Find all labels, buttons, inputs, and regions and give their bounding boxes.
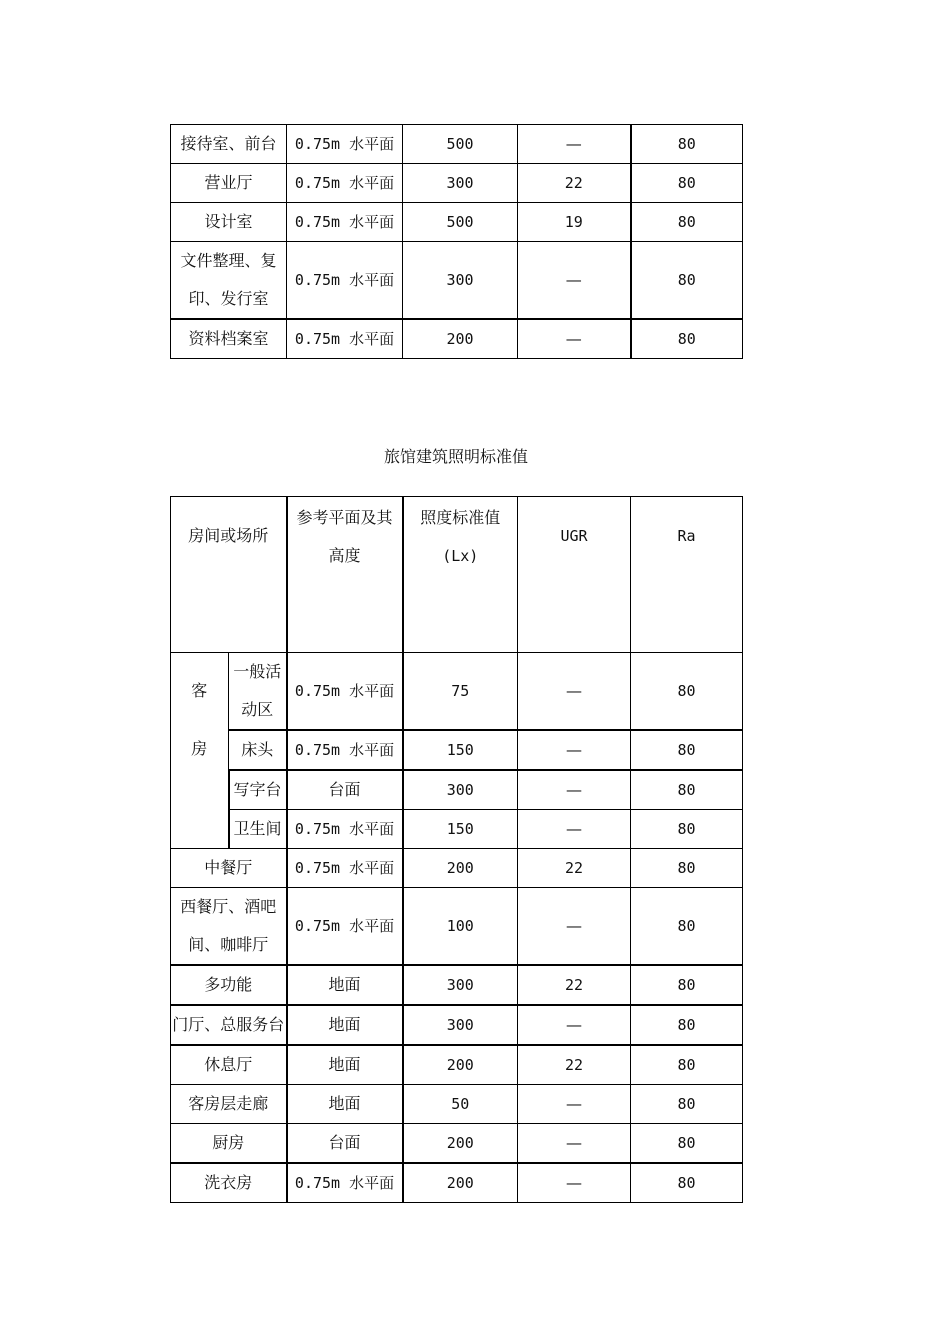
guestroom-label-1: 客 [191, 681, 208, 700]
table-row [171, 888, 743, 966]
room-cell: 厨房 [171, 1124, 287, 1164]
table-caption: 旅馆建筑照明标准值 [383, 447, 528, 466]
lux-cell: 200 [403, 1163, 518, 1203]
plane-cell: 地面 [287, 1085, 403, 1124]
plane-cell: 0.75m 水平面 [287, 242, 403, 320]
ra-cell: 80 [631, 203, 743, 242]
header-lux-line-1: 照度标准值 [420, 508, 501, 527]
ugr-cell: 22 [518, 849, 631, 888]
sub-room-cell [229, 653, 287, 731]
ra-cell: 80 [631, 1045, 743, 1085]
ra-cell: 80 [631, 242, 743, 320]
ra-cell: 80 [631, 319, 743, 359]
plane-cell: 0.75m 水平面 [287, 653, 403, 731]
ugr-cell: — [518, 319, 631, 359]
room-cell: 客房层走廊 [171, 1085, 287, 1124]
lux-cell: 200 [403, 849, 518, 888]
ra-cell: 80 [631, 125, 743, 164]
table-header-row [171, 497, 743, 653]
lux-cell: 50 [403, 1085, 518, 1124]
ugr-cell: 19 [518, 203, 631, 242]
table-row [171, 653, 743, 731]
ra-cell: 80 [631, 164, 743, 203]
header-plane-line-2: 高度 [328, 546, 361, 565]
guestroom-label [171, 653, 229, 849]
sub-room-line-2: 动区 [241, 700, 274, 719]
ugr-cell: 22 [518, 1045, 631, 1085]
room-line-1: 西餐厅、酒吧 [180, 897, 277, 916]
lux-cell: 300 [403, 1005, 518, 1045]
room-cell: 休息厅 [171, 1045, 287, 1085]
lux-cell: 300 [403, 770, 518, 810]
room-cell: 中餐厅 [171, 849, 287, 888]
room-line-1: 文件整理、复 [180, 251, 277, 270]
table-row [171, 770, 743, 810]
room-cell: 多功能 [171, 965, 287, 1005]
table-row [171, 1005, 743, 1045]
hotel-lighting-table [170, 496, 743, 1203]
ugr-cell: — [518, 653, 631, 731]
ra-cell: 80 [631, 730, 743, 770]
sub-room-line-1: 一般活 [233, 662, 282, 681]
plane-cell: 0.75m 水平面 [287, 849, 403, 888]
plane-cell: 0.75m 水平面 [287, 203, 403, 242]
room-cell: 洗衣房 [171, 1163, 287, 1203]
ra-cell: 80 [631, 1124, 743, 1164]
table-row [171, 1163, 743, 1203]
ugr-cell: — [518, 730, 631, 770]
ra-cell: 80 [631, 810, 743, 849]
table-row [171, 965, 743, 1005]
lux-cell: 150 [403, 810, 518, 849]
header-lux [403, 497, 518, 653]
ra-cell: 80 [631, 965, 743, 1005]
table-row [171, 319, 743, 359]
sub-room-cell: 床头 [229, 730, 287, 770]
ugr-cell: — [518, 1005, 631, 1045]
plane-cell: 台面 [287, 770, 403, 810]
lux-cell: 150 [403, 730, 518, 770]
plane-cell: 0.75m 水平面 [287, 810, 403, 849]
room-line-2: 间、咖啡厅 [188, 935, 269, 954]
ugr-cell: — [518, 1085, 631, 1124]
plane-cell: 0.75m 水平面 [287, 888, 403, 966]
lux-cell: 500 [403, 125, 518, 164]
ra-cell: 80 [631, 888, 743, 966]
header-ra: Ra [631, 497, 743, 653]
plane-cell: 0.75m 水平面 [287, 730, 403, 770]
lux-cell: 300 [403, 242, 518, 320]
table-row [171, 203, 743, 242]
ugr-cell: — [518, 810, 631, 849]
ugr-cell: — [518, 242, 631, 320]
plane-cell: 0.75m 水平面 [287, 125, 403, 164]
lux-cell: 75 [403, 653, 518, 731]
plane-cell: 0.75m 水平面 [287, 319, 403, 359]
sub-room-cell: 写字台 [229, 770, 287, 810]
plane-cell: 0.75m 水平面 [287, 164, 403, 203]
header-plane-line-1: 参考平面及其 [296, 508, 393, 527]
table-row [171, 125, 743, 164]
ra-cell: 80 [631, 770, 743, 810]
ugr-cell: — [518, 1124, 631, 1164]
plane-cell: 0.75m 水平面 [287, 1163, 403, 1203]
ra-cell: 80 [631, 653, 743, 731]
room-cell: 营业厅 [171, 164, 287, 203]
header-ugr: UGR [518, 497, 631, 653]
ugr-cell: 22 [518, 164, 631, 203]
plane-cell: 地面 [287, 965, 403, 1005]
sub-room-cell: 卫生间 [229, 810, 287, 849]
ugr-cell: 22 [518, 965, 631, 1005]
table-row [171, 849, 743, 888]
guestroom-label-2: 房 [191, 739, 208, 758]
header-lux-line-2: (Lx) [442, 547, 479, 565]
table-row [171, 1085, 743, 1124]
lux-cell: 200 [403, 319, 518, 359]
room-cell: 资料档案室 [171, 319, 287, 359]
room-cell [171, 888, 287, 966]
header-room: 房间或场所 [171, 497, 287, 653]
table-row [171, 810, 743, 849]
lux-cell: 300 [403, 164, 518, 203]
lux-cell: 100 [403, 888, 518, 966]
room-cell: 设计室 [171, 203, 287, 242]
lux-cell: 300 [403, 965, 518, 1005]
lux-cell: 200 [403, 1045, 518, 1085]
room-cell: 门厅、总服务台 [171, 1005, 287, 1045]
office-lighting-table [170, 124, 743, 359]
table-row [171, 164, 743, 203]
table-row [171, 1124, 743, 1164]
ra-cell: 80 [631, 849, 743, 888]
ugr-cell: — [518, 125, 631, 164]
table-row [171, 242, 743, 320]
ra-cell: 80 [631, 1163, 743, 1203]
room-line-2: 印、发行室 [188, 289, 269, 308]
table-row [171, 1045, 743, 1085]
plane-cell: 台面 [287, 1124, 403, 1164]
header-plane [287, 497, 403, 653]
lux-cell: 200 [403, 1124, 518, 1164]
room-cell [171, 242, 287, 320]
ra-cell: 80 [631, 1085, 743, 1124]
plane-cell: 地面 [287, 1045, 403, 1085]
ra-cell: 80 [631, 1005, 743, 1045]
table-row [171, 730, 743, 770]
ugr-cell: — [518, 770, 631, 810]
ugr-cell: — [518, 888, 631, 966]
lux-cell: 500 [403, 203, 518, 242]
room-cell: 接待室、前台 [171, 125, 287, 164]
plane-cell: 地面 [287, 1005, 403, 1045]
ugr-cell: — [518, 1163, 631, 1203]
